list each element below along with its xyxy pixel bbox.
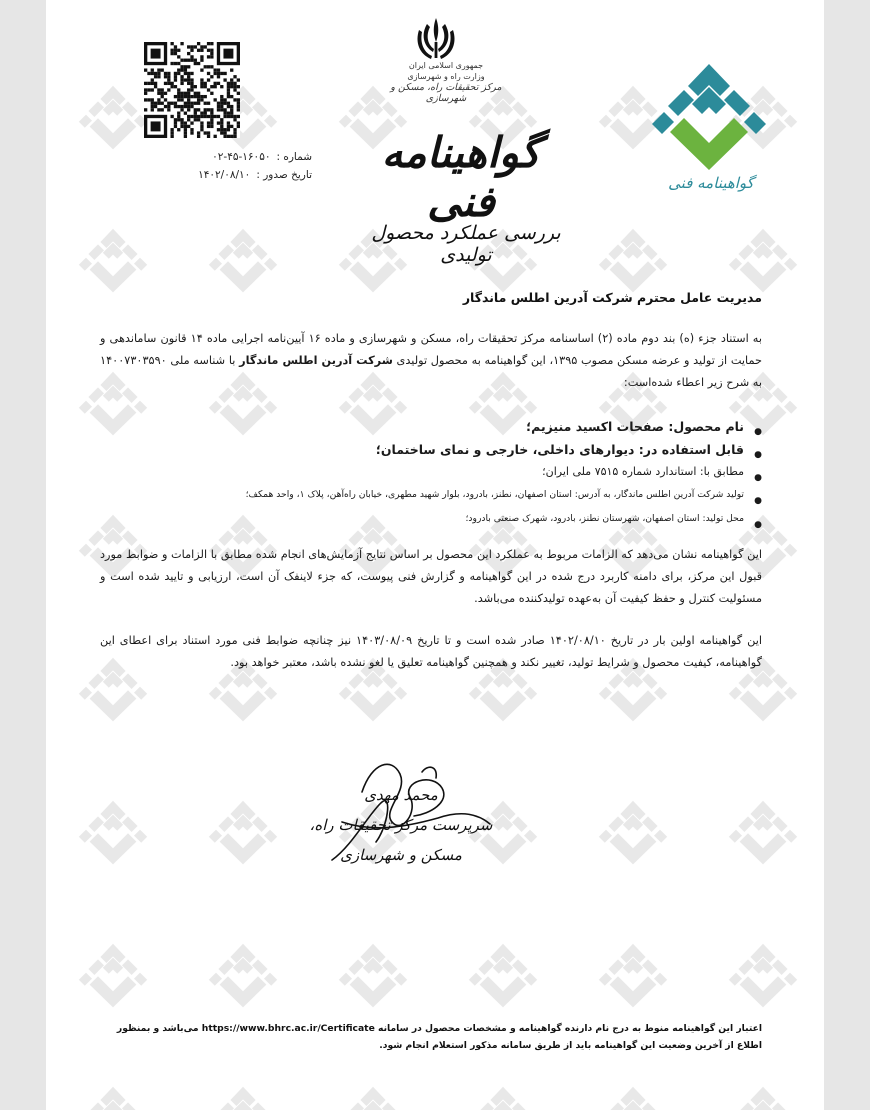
certificate-title: گواهینامه فنی: [381, 128, 541, 226]
watermark-icon: [724, 221, 802, 299]
bullet-manufacturer-address: ● تولید شرکت آدرین اطلس ماندگار، به آدرس: استان اصفهان، نطنز، بادرود، بلوار شهید مطهری، خیابان راه‌آهن، پلاک ۱، واحد همکف؛: [100, 483, 762, 507]
org-header: [376, 60, 516, 104]
intro-paragraph: [100, 328, 762, 394]
watermark-icon: [724, 936, 802, 1014]
certificate-meta: [122, 148, 312, 184]
certificate-subtitle: بررسی عملکرد محصول تولیدی: [371, 222, 561, 266]
org-line-1: جمهوری اسلامی ایران: [408, 61, 484, 70]
number-value: ۰۲-۴۵-۱۶۰۵۰: [212, 151, 271, 163]
validity-paragraph: این گواهینامه اولین بار در تاریخ ۱۴۰۲/۰۸/۱۰ صادر شده است و تا تاریخ ۱۴۰۳/۰۸/۰۹ نیز چنانچه ضوابط فنی مورد استناد برای اعطای این گواهینامه، کیفیت محصول و شرایط تولید، تغییر نکند و همچنین گواهینامه تعلیق یا لغو نشده باشد، معتبر خواهد بود.: [100, 634, 762, 669]
org-name: مرکز تحقیقات راه، مسکن و شهرسازی: [390, 82, 502, 104]
watermark-tile: [178, 188, 308, 331]
watermark-tile: [308, 1046, 438, 1110]
watermark-icon: [74, 793, 152, 871]
company-name: شرکت آدرین اطلس ماندگار: [239, 354, 393, 367]
greeting: مدیریت عامل محترم شرکت آدرین اطلس ماندگار: [462, 290, 762, 305]
watermark-tile: [698, 760, 824, 903]
bullet-product-name: ● نام محصول: صفحات اکسید منیزیم؛: [100, 415, 762, 438]
qr-code: [144, 42, 240, 138]
org-line-2: وزارت راه و شهرسازی: [407, 72, 485, 81]
logo-caption: گواهینامه فنی: [668, 174, 754, 192]
watermark-tile: [568, 1046, 698, 1110]
watermark-tile: [698, 188, 824, 331]
bullet-standard: ● مطابق با: استاندارد شماره ۷۵۱۵ ملی ایران؛: [100, 461, 762, 483]
watermark-tile: [178, 1046, 308, 1110]
intro-text-end: با شناسه ملی ۱۴۰۰۷۳۰۳۵۹۰ به شرح زیر اعطاء شده‌است:: [100, 354, 762, 389]
watermark-icon: [204, 221, 282, 299]
watermark-tile: [48, 188, 178, 331]
watermark-icon: [464, 936, 542, 1014]
watermark-icon: [594, 793, 672, 871]
product-details-list: [100, 415, 762, 531]
watermark-icon: [74, 78, 152, 156]
watermark-tile: [568, 760, 698, 903]
watermark-tile: [438, 1046, 568, 1110]
watermark-icon: [334, 936, 412, 1014]
watermark-icon: [204, 1079, 282, 1110]
bullet-production-site: ● محل تولید: استان اصفهان، شهرستان نطنز، بادرود، شهرک صنعتی بادرود؛: [100, 507, 762, 531]
watermark-icon: [74, 936, 152, 1014]
watermark-icon: [724, 793, 802, 871]
watermark-icon: [594, 936, 672, 1014]
watermark-icon: [464, 1079, 542, 1110]
watermark-icon: [74, 1079, 152, 1110]
watermark-tile: [48, 760, 178, 903]
watermark-tile: [568, 188, 698, 331]
iran-emblem-icon: [413, 14, 459, 64]
signatory-block: [296, 780, 506, 870]
intro-text: به استناد جزء (ه) بند دوم ماده (۲) اساسنامه مرکز تحقیقات راه، مسکن و شهرسازی و ماده ۱۶ آیین‌نامه اجرایی ماده ۱۴ قانون ساماندهی و حمایت از تولید و عرضه مسکن مصوب ۱۳۹۵، این گواهینامه به محصول تولیدی: [100, 332, 763, 367]
bullet-usage: ● قابل استفاده در: دیوارهای داخلی، خارجی و نمای ساختمان؛: [100, 438, 762, 461]
date-value: ۱۴۰۲/۰۸/۱۰: [198, 169, 251, 181]
watermark-tile: [48, 1046, 178, 1110]
watermark-icon: [594, 1079, 672, 1110]
watermark-icon: [334, 1079, 412, 1110]
certificate-logo-icon: [644, 60, 774, 172]
date-label: تاریخ صدور :: [256, 169, 312, 181]
watermark-icon: [724, 1079, 802, 1110]
watermark-tile: [698, 1046, 824, 1110]
watermark-icon: [204, 936, 282, 1014]
assessment-paragraph: این گواهینامه نشان می‌دهد که الزامات مربوط به عملکرد این محصول بر اساس نتایج آزمایش‌های انجام شده مطابق با الزامات و ضوابط مورد قبول این مرکز، برای دامنه کاربرد درج شده در این گواهینامه و گزارش فنی پیوست، که جزء لاینفک آن است، ارزیابی و تایید شده است و مسئولیت کنترل و حفظ کیفیت آن به‌عهده تولیدکننده می‌باشد.: [99, 548, 762, 605]
watermark-icon: [74, 221, 152, 299]
footer-note: اعتبار این گواهینامه منوط به درج نام دارنده گواهینامه و مشخصات محصول در سامانه https://www.bhrc.ac.ir/Certificate می‌باشد و بمنظور اطلاع از آخرین وضعیت این گواهینامه باید از طریق سامانه مذکور استعلام انجام شود.: [116, 1023, 762, 1051]
signatory-name: محمد مهدی: [364, 786, 438, 804]
number-label: شماره :: [276, 151, 312, 163]
signatory-role: سرپرست مرکز تحقیقات راه، مسکن و شهرسازی: [309, 816, 493, 864]
watermark-icon: [594, 221, 672, 299]
certificate-page: [46, 0, 824, 1110]
